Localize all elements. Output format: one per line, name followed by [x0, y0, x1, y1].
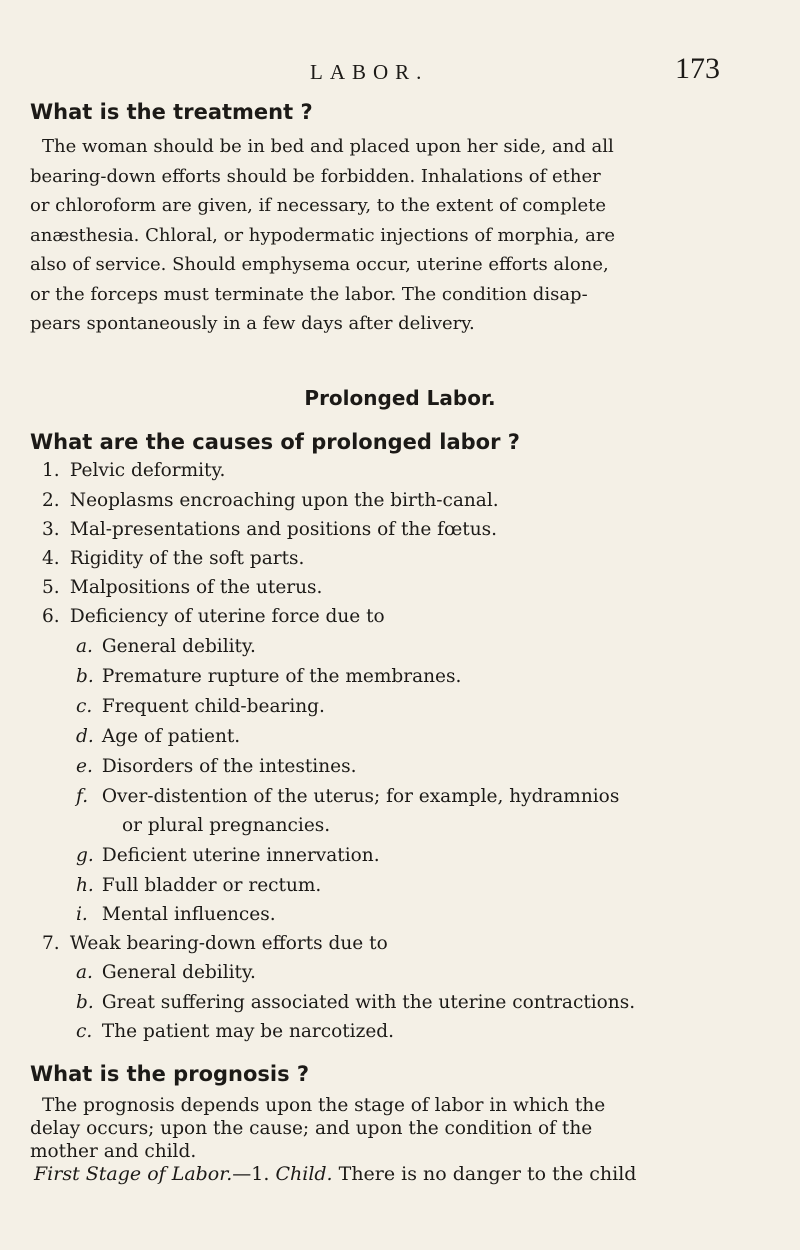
section-title: Prolonged Labor.: [304, 386, 496, 410]
item-text: Pelvic deformity.: [69, 460, 226, 481]
page-number: 173: [675, 52, 720, 85]
sub-item-continuation: or plural pregnancies.: [122, 815, 331, 836]
item-text: Neoplasms encroaching upon the birth-canal.: [69, 490, 499, 511]
question-treatment: What is the treatment ?: [30, 100, 313, 124]
sub-letter: c.: [76, 1021, 93, 1042]
sub-letter: h.: [76, 875, 94, 896]
continuation-line: [34, 1163, 636, 1185]
sub-text: Deficient uterine innervation.: [101, 845, 380, 866]
sub-item: [76, 726, 240, 747]
sub-letter: b.: [76, 992, 94, 1013]
list-item: [42, 460, 225, 481]
sub-letter: c.: [76, 696, 93, 717]
text-line: The prognosis depends upon the stage of labor in which the: [42, 1095, 606, 1116]
text-line: or chloroform are given, if necessary, to the extent of complete: [30, 195, 607, 216]
question-prognosis: What is the prognosis ?: [30, 1062, 310, 1086]
text-line: pears spontaneously in a few days after delivery.: [30, 313, 475, 334]
sub-item: [76, 636, 256, 657]
answer-treatment: [30, 132, 730, 339]
item-number: 4.: [42, 548, 60, 569]
sub-text: The patient may be narcotized.: [101, 1021, 395, 1042]
list-item: [42, 548, 304, 569]
sub-item: [76, 875, 321, 896]
sub-text: Premature rupture of the membranes.: [101, 666, 462, 687]
item-number: 3.: [42, 519, 60, 540]
sub-item: [76, 756, 356, 777]
item-number: 7.: [42, 933, 60, 954]
item-text: Malpositions of the uterus.: [69, 577, 323, 598]
sub-text: General debility.: [101, 636, 256, 657]
sub-item: [76, 845, 380, 866]
sub-text: General debility.: [101, 962, 256, 983]
text-fragment: There is no danger to the child: [332, 1163, 637, 1185]
list-item: [42, 577, 322, 598]
sub-letter: a.: [76, 636, 93, 657]
item-text: Weak bearing-down efforts due to: [69, 933, 388, 954]
sub-letter: g.: [76, 845, 94, 866]
text-line: or the forceps must terminate the labor. The condition disap-: [30, 283, 588, 305]
text-line: mother and child.: [30, 1141, 197, 1162]
sub-text: Mental influences.: [101, 904, 276, 925]
question-causes: What are the causes of prolonged labor ?: [30, 430, 520, 454]
answer-prognosis: [30, 1094, 730, 1163]
sub-letter: e.: [76, 756, 93, 777]
list-item: [42, 933, 388, 954]
sub-item: [76, 992, 635, 1013]
text-line: delay occurs; upon the cause; and upon the condition of the: [30, 1118, 593, 1139]
sub-letter: a.: [76, 962, 93, 983]
sub-text: Great suffering associated with the uterine contractions.: [101, 992, 636, 1013]
sub-text: Disorders of the intestines.: [101, 756, 357, 777]
text-fragment: —1.: [232, 1163, 276, 1185]
sub-item: [76, 666, 461, 687]
text-line: bearing-down efforts should be forbidden. Inhalations of ether: [30, 165, 601, 187]
sub-item: [76, 786, 619, 807]
sub-item: [76, 904, 276, 925]
subheading-child: Child.: [275, 1163, 333, 1185]
item-number: 5.: [42, 577, 60, 598]
sub-item: [76, 696, 325, 717]
sub-letter: d.: [76, 726, 94, 747]
item-text: Rigidity of the soft parts.: [69, 548, 305, 569]
sub-text: Over-distention of the uterus; for example, hydramnios: [101, 786, 620, 807]
sub-text: Frequent child-bearing.: [101, 696, 325, 717]
text-line: also of service. Should emphysema occur, uterine efforts alone,: [30, 254, 609, 275]
sub-letter: f.: [76, 786, 89, 807]
sub-item: [76, 1021, 394, 1042]
sub-text: Full bladder or rectum.: [101, 875, 322, 896]
sub-letter: i.: [76, 904, 88, 925]
subheading-first-stage: First Stage of Labor.: [34, 1163, 233, 1185]
sub-letter: b.: [76, 666, 94, 687]
running-head: LABOR.: [310, 60, 429, 84]
text-line: The woman should be in bed and placed upon her side, and all: [42, 136, 614, 157]
item-number: 2.: [42, 490, 60, 511]
item-number: 1.: [42, 460, 60, 481]
item-number: 6.: [42, 606, 60, 627]
list-item: [42, 519, 497, 540]
list-item: [42, 490, 499, 511]
item-text: Deficiency of uterine force due to: [69, 606, 385, 627]
item-text: Mal-presentations and positions of the fœtus.: [69, 519, 498, 540]
text-line: anæsthesia. Chloral, or hypodermatic injections of morphia, are: [30, 224, 616, 246]
list-item: [42, 606, 385, 627]
sub-text: Age of patient.: [101, 726, 241, 747]
sub-item: [76, 962, 256, 983]
